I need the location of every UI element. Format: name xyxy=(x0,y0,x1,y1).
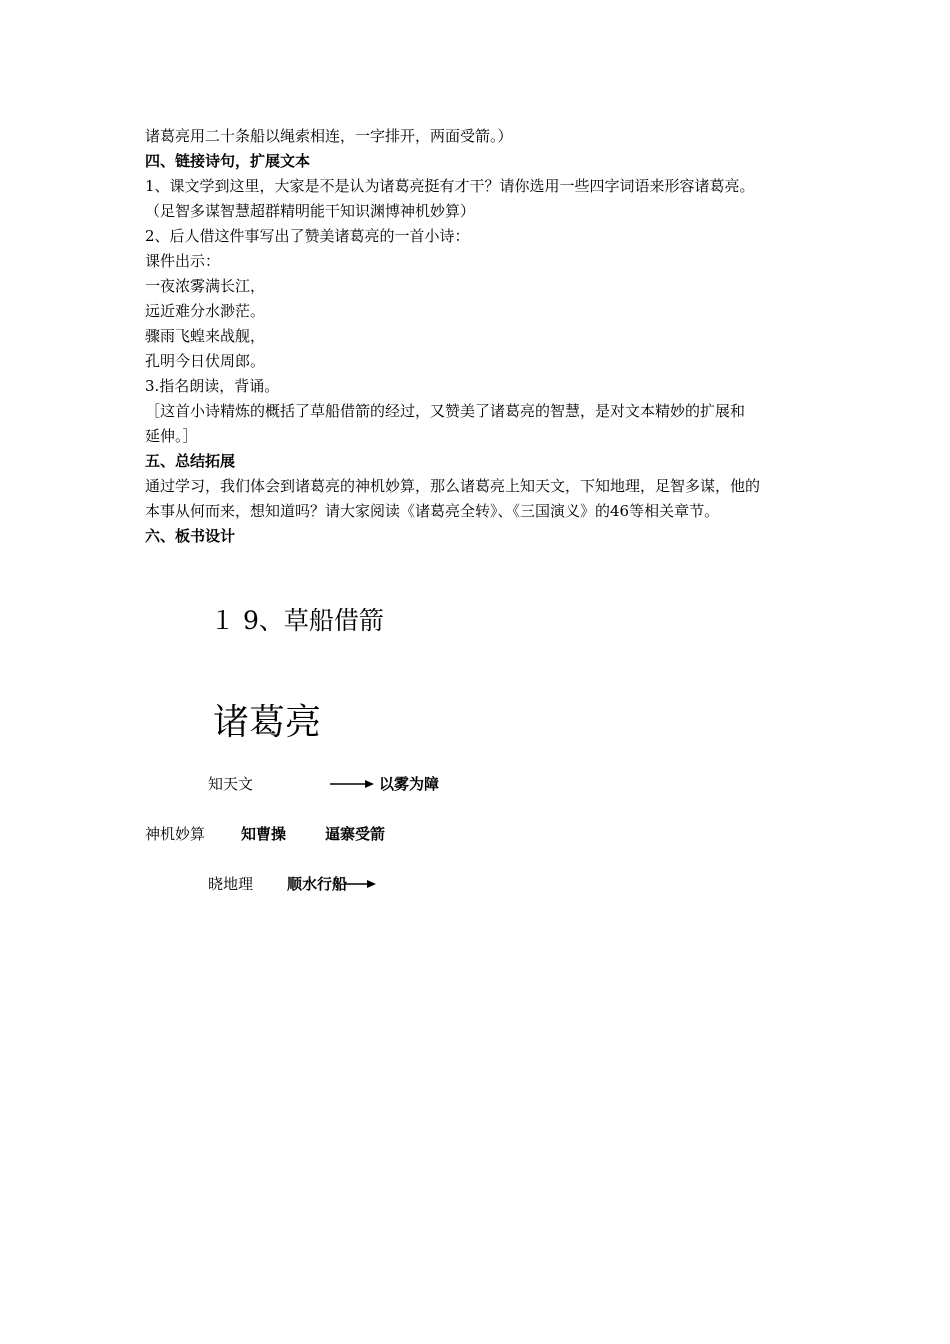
board-approach-camp: 逼寨受箭 xyxy=(325,825,386,843)
board-fog-as-screen: 以雾为障 xyxy=(379,775,440,793)
section-heading: 四、链接诗句，扩展文本 xyxy=(145,152,311,170)
board-know-geography: 晓地理 xyxy=(208,875,254,893)
board-know-cao-cao: 知曹操 xyxy=(241,825,287,843)
text-line: （足智多谋智慧超群精明能干知识渊博神机妙算） xyxy=(145,202,476,220)
board-central-name: 诸葛亮 xyxy=(213,702,322,743)
text-line: 一夜浓雾满长江， xyxy=(145,277,266,295)
board-know-astronomy: 知天文 xyxy=(208,775,254,793)
text-line: 远近难分水渺茫。 xyxy=(145,302,266,320)
text-line: 延伸。］ xyxy=(145,427,198,445)
text-line: 孔明今日伏周郎。 xyxy=(145,352,266,370)
text-line: 本事从何而来，想知道吗？请大家阅读《诸葛亮全转》、《三国演义》的46等相关章节。 xyxy=(145,502,720,520)
text-line: 2、后人借这件事写出了赞美诸葛亮的一首小诗： xyxy=(145,227,470,245)
board-arrow-1 xyxy=(330,779,374,789)
text-line: 通过学习，我们体会到诸葛亮的神机妙算，那么诸葛亮上知天文，下知地理，足智多谋，他的 xyxy=(145,477,761,495)
text-line: 课件出示： xyxy=(145,252,221,270)
board-title: １ 9、草船借箭 xyxy=(210,606,384,635)
section-heading: 六、板书设计 xyxy=(145,527,236,545)
text-line: 骤雨飞蝗来战舰， xyxy=(145,327,266,345)
section-heading: 五、总结拓展 xyxy=(145,452,236,470)
text-line: 3.指名朗读，背诵。 xyxy=(145,377,280,395)
text-line: 诸葛亮用二十条船以绳索相连，一字排开，两面受箭。） xyxy=(145,127,513,145)
text-line: 1、课文学到这里，大家是不是认为诸葛亮挺有才干？请你选用一些四字词语来形容诸葛亮。 xyxy=(145,177,755,195)
board-arrow-3 xyxy=(344,879,376,889)
board-divine-strategy: 神机妙算 xyxy=(145,825,206,843)
board-follow-current: 顺水行船 xyxy=(287,875,348,893)
text-line: ［这首小诗精炼的概括了草船借箭的经过，又赞美了诸葛亮的智慧，是对文本精妙的扩展和 xyxy=(145,402,746,420)
